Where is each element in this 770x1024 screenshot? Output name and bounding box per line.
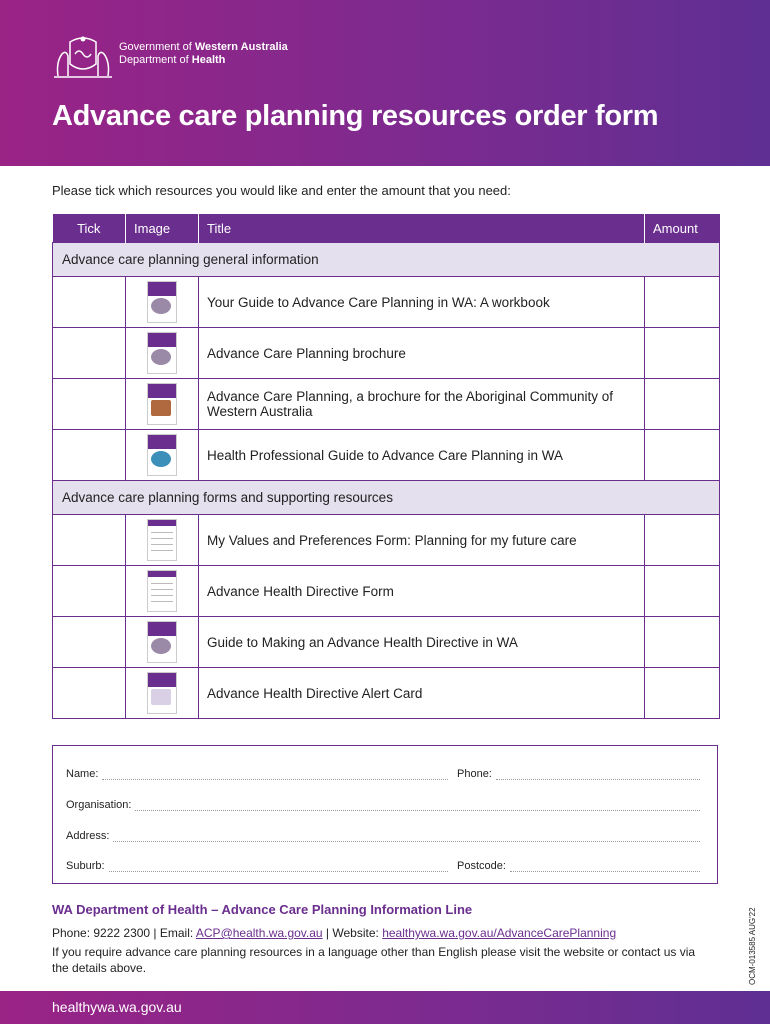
amount-input-cell[interactable] xyxy=(645,515,720,566)
phone-label: Phone: xyxy=(457,768,492,780)
column-header-image: Image xyxy=(126,214,199,243)
table-row xyxy=(53,430,720,481)
health-professional-guide-cover-thumbnail xyxy=(147,434,177,476)
tick-checkbox-cell[interactable] xyxy=(53,430,126,481)
tick-checkbox-cell[interactable] xyxy=(53,617,126,668)
contact-info-line: Phone: 9222 2300 | Email: ACP@health.wa.gov.au | Website: healthywa.wa.gov.au/AdvanceCarePlanning xyxy=(52,926,617,940)
footer-bar xyxy=(0,991,770,1024)
workbook-cover-thumbnail xyxy=(147,281,177,323)
amount-input-cell[interactable] xyxy=(645,430,720,481)
resource-title: Health Professional Guide to Advance Care Planning in WA xyxy=(199,430,645,481)
tick-checkbox-cell[interactable] xyxy=(53,277,126,328)
tick-checkbox-cell[interactable] xyxy=(53,668,126,719)
table-header-row xyxy=(53,214,720,243)
tick-checkbox-cell[interactable] xyxy=(53,328,126,379)
table-row xyxy=(53,566,720,617)
tick-checkbox-cell[interactable] xyxy=(53,379,126,430)
wa-crest-logo xyxy=(52,34,114,80)
government-department-name: Government of Western Australia Department of Health xyxy=(119,41,288,66)
email-link[interactable]: ACP@health.wa.gov.au xyxy=(195,926,323,940)
resource-title: Advance Care Planning, a brochure for the Aboriginal Community of Western Australia xyxy=(199,379,645,430)
phone-number: Phone: 9222 2300 xyxy=(52,926,151,940)
table-row xyxy=(53,277,720,328)
amount-input-cell[interactable] xyxy=(645,328,720,379)
table-row xyxy=(53,668,720,719)
resource-title: Advance Care Planning brochure xyxy=(199,328,645,379)
resource-image-cell xyxy=(126,328,199,379)
amount-input-cell[interactable] xyxy=(645,617,720,668)
resources-table xyxy=(52,214,720,719)
amount-input-cell[interactable] xyxy=(645,379,720,430)
section-heading: Advance care planning general information xyxy=(53,243,720,277)
page-title: Advance care planning resources order form xyxy=(52,100,659,132)
website-link[interactable]: healthywa.wa.gov.au/AdvanceCarePlanning xyxy=(382,926,617,940)
name-label: Name: xyxy=(66,768,99,780)
brochure-cover-thumbnail xyxy=(147,332,177,374)
directive-form-cover-thumbnail xyxy=(147,570,177,612)
resource-title: Advance Health Directive Alert Card xyxy=(199,668,645,719)
table-row xyxy=(53,617,720,668)
section-row xyxy=(53,481,720,515)
amount-input-cell[interactable] xyxy=(645,277,720,328)
resource-image-cell xyxy=(126,379,199,430)
address-field[interactable] xyxy=(66,830,700,842)
name-field[interactable] xyxy=(66,768,448,780)
suburb-field[interactable] xyxy=(66,860,448,872)
section-heading: Advance care planning forms and supporting resources xyxy=(53,481,720,515)
values-form-cover-thumbnail xyxy=(147,519,177,561)
resource-image-cell xyxy=(126,430,199,481)
address-label: Address: xyxy=(66,830,110,842)
organisation-field[interactable] xyxy=(66,799,700,811)
resource-image-cell xyxy=(126,515,199,566)
info-line-title: WA Department of Health – Advance Care Planning Information Line xyxy=(52,902,473,917)
resource-title: Advance Health Directive Form xyxy=(199,566,645,617)
language-note: If you require advance care planning resources in a language other than English please visit the website or contact us via the details above. xyxy=(52,945,696,975)
resource-title: Guide to Making an Advance Health Directive in WA xyxy=(199,617,645,668)
resource-title: My Values and Preferences Form: Planning for my future care xyxy=(199,515,645,566)
section-row xyxy=(53,243,720,277)
column-header-tick: Tick xyxy=(53,214,126,243)
phone-field[interactable] xyxy=(457,768,700,780)
intro-instruction: Please tick which resources you would like and enter the amount that you need: xyxy=(52,183,511,198)
organisation-label: Organisation: xyxy=(66,799,132,811)
column-header-amount: Amount xyxy=(645,214,720,243)
amount-input-cell[interactable] xyxy=(645,566,720,617)
column-header-title: Title xyxy=(199,214,645,243)
postcode-field[interactable] xyxy=(457,860,700,872)
suburb-label: Suburb: xyxy=(66,860,105,872)
tick-checkbox-cell[interactable] xyxy=(53,515,126,566)
resource-image-cell xyxy=(126,617,199,668)
directive-guide-cover-thumbnail xyxy=(147,621,177,663)
header-banner xyxy=(0,0,770,166)
resource-image-cell xyxy=(126,668,199,719)
contact-details-box xyxy=(52,745,718,884)
document-code: OCM-013585 AUG'22 xyxy=(748,907,757,985)
tick-checkbox-cell[interactable] xyxy=(53,566,126,617)
footer-website: healthywa.wa.gov.au xyxy=(52,999,182,1015)
aboriginal-brochure-cover-thumbnail xyxy=(147,383,177,425)
resource-image-cell xyxy=(126,277,199,328)
table-row xyxy=(53,379,720,430)
table-row xyxy=(53,328,720,379)
table-row xyxy=(53,515,720,566)
resource-title: Your Guide to Advance Care Planning in WA: A workbook xyxy=(199,277,645,328)
postcode-label: Postcode: xyxy=(457,860,506,872)
resource-image-cell xyxy=(126,566,199,617)
amount-input-cell[interactable] xyxy=(645,668,720,719)
alert-card-thumbnail xyxy=(147,672,177,714)
